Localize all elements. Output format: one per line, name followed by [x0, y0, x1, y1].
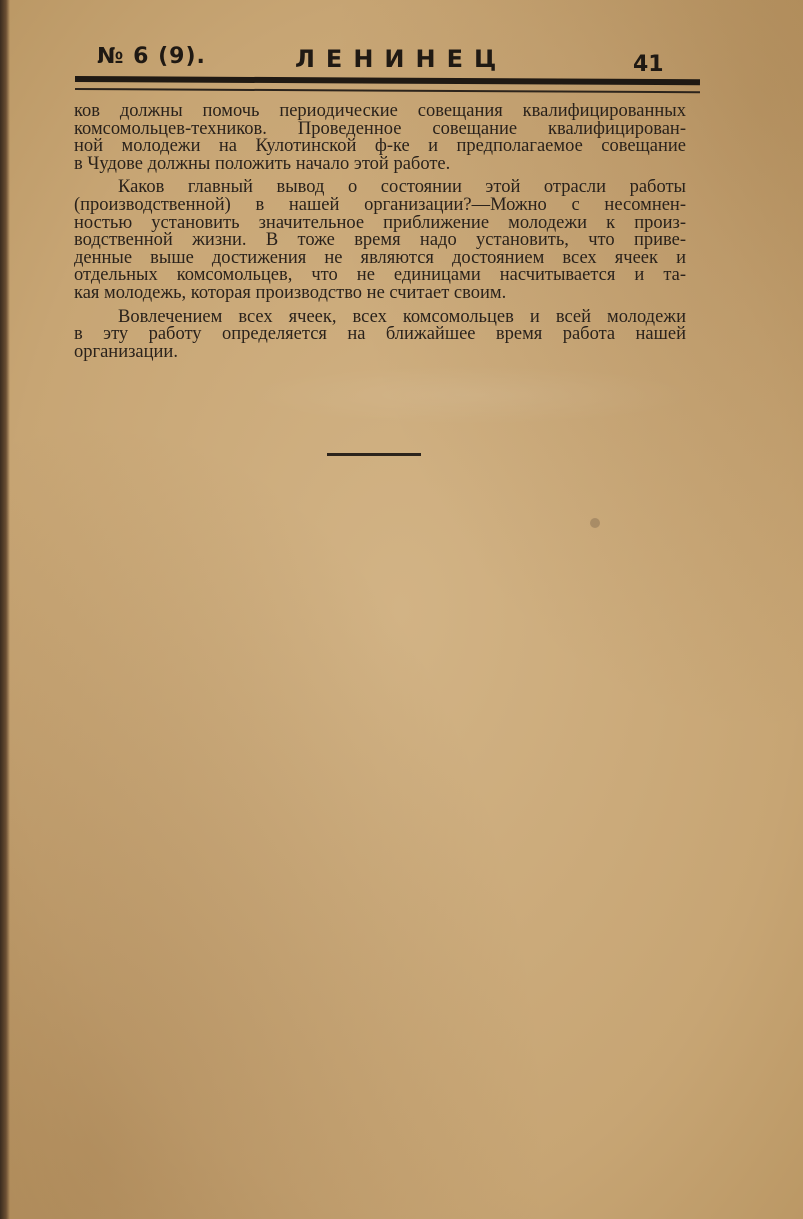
- text-line: Каков главный вывод о состоянии этой отрасли работы: [118, 179, 686, 197]
- text-line: ной молодежи на Кулотинской ф-ке и предполагаемое совещание: [74, 138, 686, 156]
- paragraph-1: [74, 103, 686, 173]
- text-line: (производственной) в нашей организации?—Можно с несомнен-: [74, 196, 686, 215]
- page-edge-shadow: [0, 0, 10, 1219]
- end-of-article-rule: [327, 453, 421, 456]
- text-line: Вовлечением всех ячеек, всех комсомольцев и всей молодежи: [118, 308, 686, 327]
- text-line: водственной жизни. В тоже время надо установить, что приве-: [74, 232, 686, 250]
- page-number: 41: [633, 52, 664, 77]
- paragraph-2: [74, 179, 686, 302]
- header-rule-thick: [75, 76, 700, 85]
- header-rule-thin: [75, 88, 700, 93]
- text-line: комсомольцев-техников. Проведенное совещание квалифицирован-: [74, 120, 686, 139]
- issue-number: № 6 (9).: [97, 44, 206, 69]
- text-line: отдельных комсомольцев, что не единицами насчитывается и та-: [74, 267, 686, 285]
- text-line: ков должны помочь периодические совещания квалифицированных: [74, 103, 686, 121]
- article-text: [74, 103, 686, 361]
- text-line: в эту работу определяется на ближайшее время работа нашей: [74, 326, 686, 344]
- paragraph-3: [74, 309, 686, 362]
- text-line: организации.: [74, 343, 178, 362]
- paper-speck: [590, 518, 600, 528]
- journal-title: ЛЕНИНЕЦ: [295, 45, 508, 73]
- text-line: в Чудове должны положить начало этой работе.: [74, 155, 451, 174]
- running-header: [75, 40, 700, 102]
- text-line: ностью установить значительное приближение молодежи к произ-: [74, 214, 686, 233]
- text-line: кая молодежь, которая производство не считает своим.: [74, 284, 507, 303]
- show-through-ghost: [240, 365, 700, 425]
- text-line: денные выше достижения не являются достоянием всех ячеек и: [74, 249, 686, 268]
